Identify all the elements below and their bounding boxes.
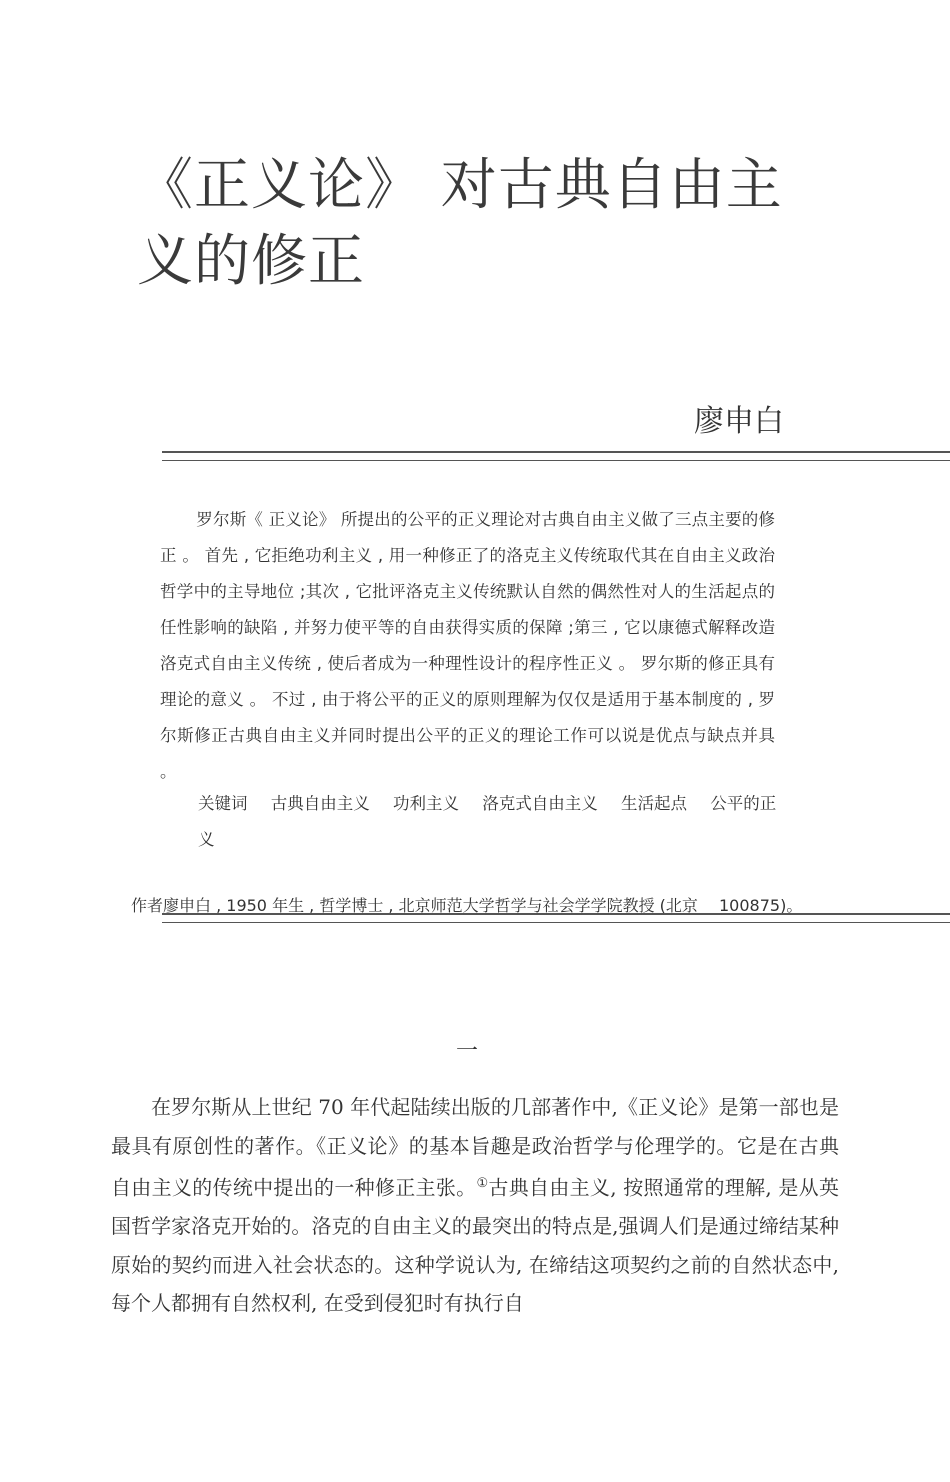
keyword: 古典自由主义 <box>270 794 370 813</box>
section-number: 一 <box>456 1039 479 1064</box>
article-title: 《正义论》 对古典自由主义的修正 <box>137 153 783 294</box>
keyword: 生活起点 <box>621 794 687 813</box>
keyword: 功利主义 <box>393 794 459 813</box>
footnote-marker[interactable]: ① <box>476 1176 489 1191</box>
author-name: 廖申白 <box>694 404 784 439</box>
keywords <box>198 786 778 858</box>
bottom-divider <box>162 913 950 923</box>
keyword: 公平的正义 <box>198 794 777 849</box>
top-divider <box>162 451 950 461</box>
keywords-label: 关键词 <box>198 794 248 813</box>
keyword: 洛克式自由主义 <box>482 794 598 813</box>
body-text-part2: 古典自由主义, 按照通常的理解, 是从英国哲学家洛克开始的。洛克的自由主义的最突出的特点是,强调人们是通过缔结某种原始的契约而进入社会状态的。这种学说认为, 在缔结这项契约之前的自然状态中, 每个人都拥有自然权利, 在受到侵犯时有执行自 <box>111 1175 840 1316</box>
body-text-part1: 在罗尔斯从上世纪 70 年代起陆续出版的几部著作中,《正义论》是第一部也是最具有原创性的著作。《正义论》的基本旨趣是政治哲学与伦理学的。它是在古典自由主义的传统中提出的一种修正主张。 <box>111 1095 839 1200</box>
abstract: 罗尔斯《 正义论》 所提出的公平的正义理论对古典自由主义做了三点主要的修正 。 首先 , 它拒绝功利主义 , 用一种修正了的洛克主义传统取代其在自由主义政治哲学中的主导地位 ;其次 , 它批评洛克主义传统默认自然的偶然性对人的生活起点的任性影响的缺陷 , 并努力使平等的自由获得实质的保障 ;第三 , 它以康德式解释改造洛克式自由主义传统 , 使后者成为一种理性设计的程序性正义 。 罗尔斯的修正具有理论的意义 。 不过 , 由于将公平的正义的原则理解为仅仅是适用于基本制度的 , 罗尔斯修正古典自由主义并同时提出公平的正义的理论工作可以说是优点与缺点并具 。 <box>160 510 775 781</box>
author-note: 作者廖申白 , 1950 年生 , 哲学博士 , 北京师范大学哲学与社会学学院教授 (北京 100875)。 <box>131 896 803 915</box>
body-paragraph <box>111 1088 839 1323</box>
